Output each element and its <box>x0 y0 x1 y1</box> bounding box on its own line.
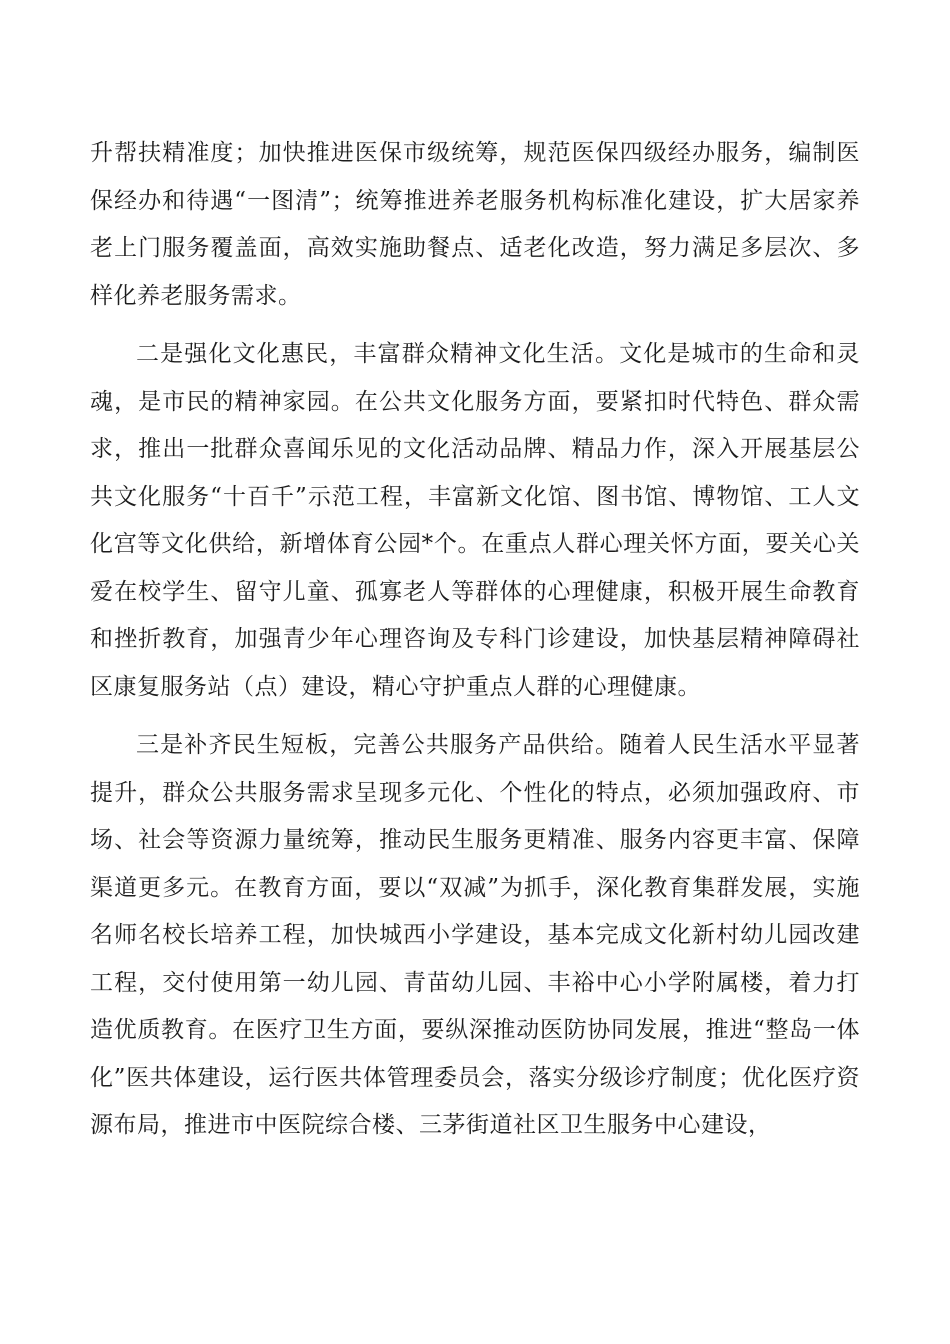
paragraph-public-services: 三是补齐民生短板，完善公共服务产品供给。随着人民生活水平显著提升，群众公共服务需求呈现多元化、个性化的特点，必须加强政府、市场、社会等资源力量统筹，推动民生服务更精准、服务内容更丰富、保障渠道更多元。在教育方面，要以“双减”为抓手，深化教育集群发展，实施名师名校长培养工程，加快城西小学建设，基本完成文化新村幼儿园改建工程，交付使用第一幼儿园、青苗幼儿园、丰裕中心小学附属楼，着力打造优质教育。在医疗卫生方面，要纵深推动医防协同发展，推进“整岛一体化”医共体建设，运行医共体管理委员会，落实分级诊疗制度；优化医疗资源布局，推进市中医院综合楼、三茅街道社区卫生服务中心建设， <box>90 732 860 1138</box>
paragraph-continuation: 升帮扶精准度；加快推进医保市级统筹，规范医保四级经办服务，编制医保经办和待遇“一图清”；统筹推进养老服务机构标准化建设，扩大居家养老上门服务覆盖面，高效实施助餐点、适老化改造，努力满足多层次、多样化养老服务需求。 <box>90 140 860 309</box>
document-body <box>90 130 860 1150</box>
paragraph-culture: 二是强化文化惠民，丰富群众精神文化生活。文化是城市的生命和灵魂，是市民的精神家园。在公共文化服务方面，要紧扣时代特色、群众需求，推出一批群众喜闻乐见的文化活动品牌、精品力作，深入开展基层公共文化服务“十百千”示范工程，丰富新文化馆、图书馆、博物馆、工人文化宫等文化供给，新增体育公园*个。在重点人群心理关怀方面，要关心关爱在校学生、留守儿童、孤寡老人等群体的心理健康，积极开展生命教育和挫折教育，加强青少年心理咨询及专科门诊建设，加快基层精神障碍社区康复服务站（点）建设，精心守护重点人群的心理健康。 <box>90 341 860 700</box>
